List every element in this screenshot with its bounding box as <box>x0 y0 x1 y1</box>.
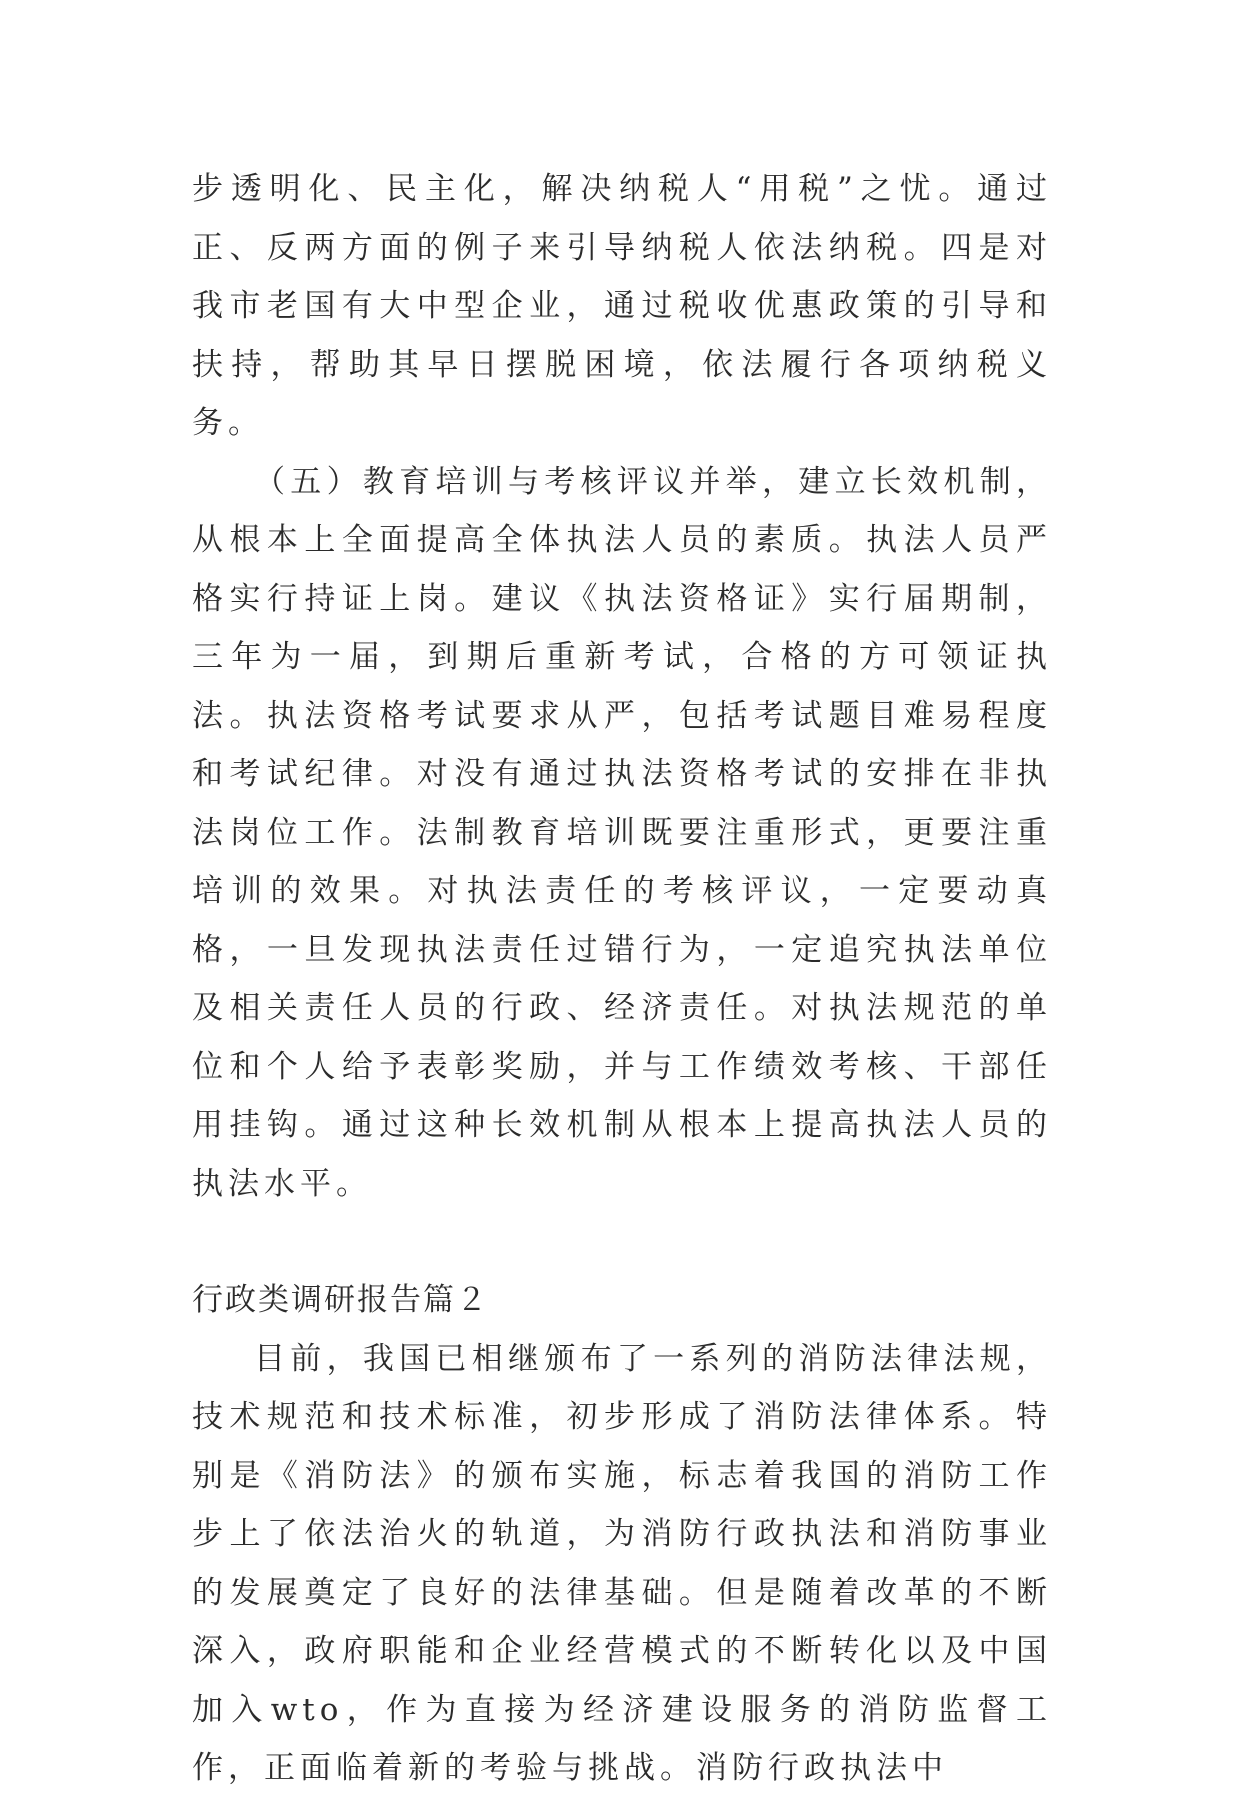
paragraph-continuation: 步透明化、民主化，解决纳税人“用税”之忧。通过正、反两方面的例子来引导纳税人依法纳税。四是对我市老国有大中型企业，通过税收优惠政策的引导和扶持，帮助其早日摆脱困境，依法履行各项纳税义务。 <box>192 171 1052 441</box>
document-body <box>192 160 1052 1798</box>
section-title: 行政类调研报告篇２ <box>192 1282 489 1318</box>
section-paragraph: 目前，我国已相继颁布了一系列的消防法律法规，技术规范和技术标准，初步形成了消防法律体系。特别是《消防法》的颁布实施，标志着我国的消防工作步上了依法治火的轨道，为消防行政执法和消防事业的发展奠定了良好的法律基础。但是随着改革的不断深入，政府职能和企业经营模式的不断转化以及中国加入wto，作为直接为经济建设服务的消防监督工作，正面临着新的考验与挑战。消防行政执法中 <box>192 1340 1052 1786</box>
paragraph-item-five: （五）教育培训与考核评议并举，建立长效机制，从根本上全面提高全体执法人员的素质。执法人员严格实行持证上岗。建议《执法资格证》实行届期制，三年为一届，到期后重新考试，合格的方可领证执法。执法资格考试要求从严，包括考试题目难易程度和考试纪律。对没有通过执法资格考试的安排在非执法岗位工作。法制教育培训既要注重形式，更要注重培训的效果。对执法责任的考核评议，一定要动真格，一旦发现执法责任过错行为，一定追究执法单位及相关责任人员的行政、经济责任。对执法规范的单位和个人给予表彰奖励，并与工作绩效考核、干部任用挂钩。通过这种长效机制从根本上提高执法人员的执法水平。 <box>192 463 1052 1202</box>
